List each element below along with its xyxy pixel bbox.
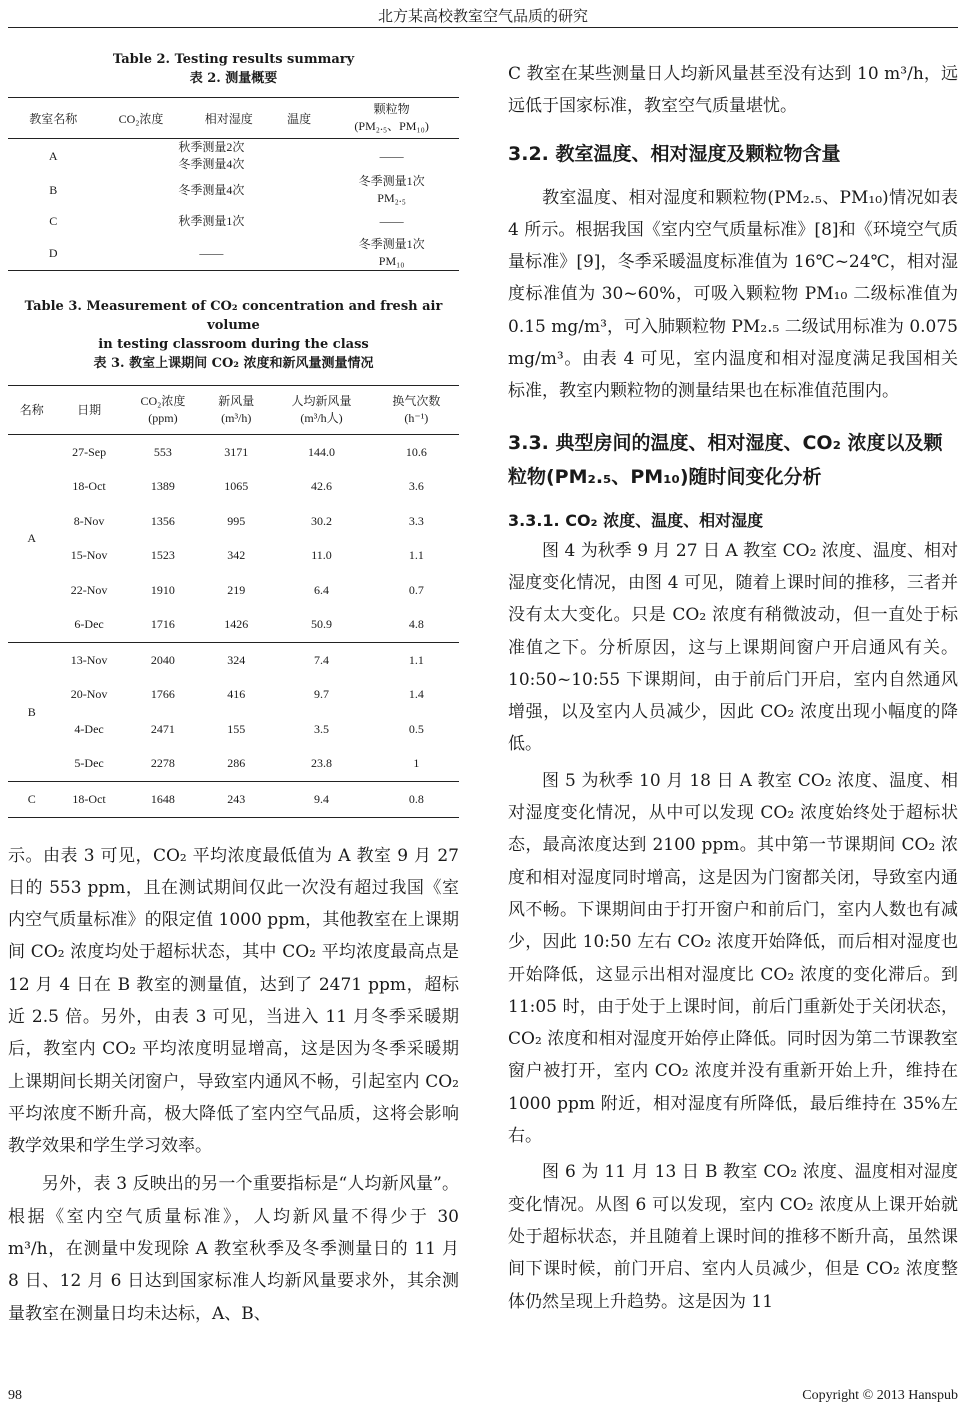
table3-header-line: (m³/h) xyxy=(221,411,252,425)
table3-row xyxy=(8,643,459,678)
table2-cell-particulate: 冬季测量1次 PM₂.₅ xyxy=(358,174,425,205)
table3-caption-en-2: in testing classroom during the class xyxy=(98,337,369,352)
table3-cell: 42.6 xyxy=(311,479,333,494)
table2-header-cell: 温度 xyxy=(274,98,324,139)
table2-cell-name: B xyxy=(49,182,58,197)
table3-cell: 23.8 xyxy=(311,756,333,771)
table3-cell: 1.1 xyxy=(408,548,424,563)
table3-cell: 1.1 xyxy=(374,643,459,678)
table3-header-line: 新风量 xyxy=(218,394,255,408)
table3-header-cell xyxy=(8,386,55,435)
table2-cell-name: D xyxy=(48,245,58,260)
table3-cell: 1523 xyxy=(150,548,175,563)
body-paragraph: 图 6 为 11 月 13 日 B 教室 CO₂ 浓度、温度相对湿度变化情况。从图 6 可以发现，室内 CO₂ 浓度从上课开始就处于超标状态，并且随着上课时间的推移不断升高，虽然课间下课时候，前门开启、室内人员减少，但是 CO₂ 浓度整体仍然呈现上升趋势。这是因为 11 xyxy=(508,1162,958,1312)
subsection-heading-3-3-1: 3.3.1. CO₂ 浓度、温度、相对湿度 xyxy=(508,510,764,530)
table3-cell: 9.7 xyxy=(314,687,330,702)
table3-header-line: (m³/h人) xyxy=(300,411,343,425)
table3-cell: 4.8 xyxy=(408,617,424,632)
table3-header-cell xyxy=(203,386,269,435)
table2-cell-measure: —— xyxy=(199,245,224,260)
table3-cell: 144.0 xyxy=(308,444,336,459)
table3-cell: 3.5 xyxy=(314,721,330,736)
table3-header-line: (h⁻¹) xyxy=(404,411,429,425)
table3-caption-zh: 表 3. 教室上课期间 CO₂ 浓度和新风量测量情况 xyxy=(93,356,374,371)
table3-cell: 7.4 xyxy=(269,643,373,678)
table3-cell: 553 xyxy=(153,444,172,459)
table3-cell: 1389 xyxy=(150,479,175,494)
table2-header-particulate: 颗粒物 xyxy=(373,102,410,116)
table3-cell: 3.6 xyxy=(408,479,424,494)
table3-cell: 219 xyxy=(227,582,246,597)
table3-cell: 6.4 xyxy=(314,582,330,597)
table3-header-line: 换气次数 xyxy=(392,394,441,408)
table3-cell: 2471 xyxy=(150,721,175,736)
table2-caption-en: Table 2. Testing results summary xyxy=(112,52,355,67)
table3-header-line: 日期 xyxy=(77,402,102,417)
table3-cell: 6-Dec xyxy=(74,617,104,632)
table3-cell: 0.7 xyxy=(408,582,424,597)
section-heading-3-3: 3.3. 典型房间的温度、相对湿度、CO₂ 浓度以及颗粒物(PM₂.₅、PM₁₀)随时间变化分析 xyxy=(508,431,943,488)
table3-row xyxy=(8,678,459,713)
table3-cell-group: A xyxy=(27,531,37,545)
table3-cell: 11.0 xyxy=(311,548,332,563)
table2-cell-particulate: 冬季测量1次 PM₁₀ xyxy=(358,237,425,268)
table3-row xyxy=(8,435,459,470)
table3-cell: 286 xyxy=(227,756,246,771)
table3-header-line: 人均新风量 xyxy=(291,394,352,408)
table3-row xyxy=(8,608,459,643)
table3-row xyxy=(8,782,459,818)
page-number: 98 xyxy=(8,1388,22,1403)
table2-cell-particulate: —— xyxy=(379,214,404,228)
left-column xyxy=(8,50,459,1330)
table3-cell: 20-Nov xyxy=(70,687,108,702)
table2 xyxy=(8,97,459,271)
table2-caption-zh: 表 2. 测量概要 xyxy=(189,71,278,86)
table3-cell-group: C xyxy=(8,782,55,818)
table3 xyxy=(8,385,459,818)
table3-cell: 0.8 xyxy=(374,782,459,818)
table3-cell: 22-Nov xyxy=(70,582,108,597)
table3-caption-en: Table 3. Measurement of CO₂ concentration and fresh air volume xyxy=(24,299,443,333)
table3-cell: 1648 xyxy=(123,782,203,818)
body-paragraph: 图 5 为秋季 10 月 18 日 A 教室 CO₂ 浓度、温度、相对湿度变化情况，从中可以发现 CO₂ 浓度始终处于超标状态，最高浓度达到 2100 ppm。其中第一节课期间 CO₂ 浓度和相对湿度同时增高，这是因为门窗都关闭，导致室内通风不畅。下课期间由于打开窗户和前后门，室内人数也有减少，因此 10:50 左右 CO₂ 浓度开始降低，而后相对湿度也开始降低，这显示出相对湿度比 CO₂ 浓度的变化滞后。到 11:05 时，由于处于上课时间，前后门重新处于关闭状态，CO₂ 浓度和相对湿度开始停止降低。同时因为第二节课教室窗户被打开，室内 CO₂ 浓度并没有重新开始上升，维持在 1000 ppm 附近，相对湿度有所降低，最后维持在 35%左右。 xyxy=(508,770,958,1147)
section-heading-3-2: 3.2. 教室温度、相对湿度及颗粒物含量 xyxy=(508,142,841,165)
table3-cell: 18-Oct xyxy=(55,782,122,818)
table2-row xyxy=(8,236,459,271)
table2-cell-name: C xyxy=(49,214,58,228)
body-paragraph: 教室温度、相对湿度和颗粒物(PM₂.₅、PM₁₀)情况如表 4 所示。根据我国《室内空气质量标准》[8]和《环境空气质量标准》[9]，冬季采暖温度标准值为 16℃~24℃，相对湿度标准值为 30~60%，可吸入颗粒物 PM₁₀ 二级标准值为 0.15 mg/m³，可入肺颗粒物 PM₂.₅ 二级试用标准为 0.075 mg/m³。由表 4 可见，室内温度和相对湿度满足我国相关标准，教室内颗粒物的测量结果也在标准值范围内。 xyxy=(508,187,958,402)
table3-header-cell xyxy=(374,386,459,435)
table3-row xyxy=(8,539,459,574)
body-paragraph: 另外，表 3 反映出的另一个重要指标是“人均新风量”。根据《室内空气质量标准》，人均新风量不得少于 30 m³/h，在测量中发现除 A 教室秋季及冬季测量日的 11 月 8 日、12 月 6 日达到国家标准人均新风量要求外，其余测量教室在测量日均未达标，A、B、 xyxy=(8,1174,459,1324)
table3-cell: 324 xyxy=(203,643,269,678)
table3-cell: 342 xyxy=(227,548,246,563)
table3-cell: 3.3 xyxy=(408,513,424,528)
body-paragraph: 示。由表 3 可见，CO₂ 平均浓度最低值为 A 教室 9 月 27 日的 553 ppm，且在测试期间仅此一次没有超过我国《室内空气质量标准》的限定值 1000 ppm，其他教室在上课期间 CO₂ 浓度均处于超标状态，其中 CO₂ 平均浓度最高点是 12 月 4 日在 B 教室的测量值，达到了 2471 ppm，超标近 2.5 倍。另外，由表 3 可见，当进入 11 月冬季采暖期后，教室内 CO₂ 平均浓度明显增高，这是因为冬季采暖期上课期间长期关闭窗户，导致室内通风不畅，引起室内 CO₂ 平均浓度不断升高，极大降低了室内空气品质，这将会影响教学效果和学生学习效率。 xyxy=(8,845,459,1157)
body-paragraph: 图 4 为秋季 9 月 27 日 A 教室 CO₂ 浓度、温度、相对湿度变化情况，由图 4 可见，随着上课时间的推移，三者并没有太大变化。只是 CO₂ 浓度有稍微波动，但一直处于标准值之下。分析原因，这与上课期间窗户开启通风有关。10:50~10:55 下课期间，由于前后门开启，室内自然通风增强，以及室内人员减少，因此 CO₂ 浓度出现小幅度的降低。 xyxy=(508,540,958,755)
table3-header-line: CO₂浓度 xyxy=(140,394,186,408)
table2-row xyxy=(8,139,459,174)
table3-cell: 15-Nov xyxy=(70,548,108,563)
table2-header-cell xyxy=(324,98,459,139)
table3-cell: 1356 xyxy=(150,513,175,528)
table3-cell: 1 xyxy=(413,756,420,771)
table3-row xyxy=(8,470,459,505)
table2-header-particulate-sub: (PM₂.₅、PM₁₀) xyxy=(354,119,429,133)
table2-cell-particulate: —— xyxy=(379,148,404,163)
table2-cell-measure: 秋季测量2次 冬季测量4次 xyxy=(178,140,245,171)
table3-cell: 18-Oct xyxy=(72,479,106,494)
table2-header-cell: CO₂浓度 xyxy=(98,98,183,139)
table2-cell-measure: 秋季测量1次 xyxy=(178,214,245,228)
table3-cell: 8-Nov xyxy=(73,513,105,528)
table2-cell-measure: 冬季测量4次 xyxy=(178,182,245,197)
table3-cell: 2040 xyxy=(123,643,203,678)
table3-cell: 5-Dec xyxy=(74,756,104,771)
header-rule xyxy=(8,27,958,28)
table2-header-cell: 相对湿度 xyxy=(184,98,274,139)
table3-cell: 243 xyxy=(203,782,269,818)
table3-header-cell xyxy=(269,386,373,435)
table3-cell: 1426 xyxy=(224,617,249,632)
table3-row xyxy=(8,747,459,782)
table2-row xyxy=(8,173,459,207)
table3-row xyxy=(8,573,459,608)
table3-cell: 4-Dec xyxy=(74,721,104,736)
table3-cell: 995 xyxy=(227,513,246,528)
table3-cell: 1766 xyxy=(150,687,175,702)
table3-cell: 30.2 xyxy=(311,513,333,528)
table3-cell: 1065 xyxy=(224,479,249,494)
table2-cell-name: A xyxy=(48,148,58,163)
table3-cell-group: B xyxy=(8,643,55,782)
body-paragraph: C 教室在某些测量日人均新风量甚至没有达到 10 m³/h，远远低于国家标准，教室空气质量堪忧。 xyxy=(508,64,958,117)
table3-cell: 50.9 xyxy=(311,617,333,632)
table3-cell: 416 xyxy=(227,687,246,702)
table3-header-line: 名称 xyxy=(19,402,44,417)
table3-cell: 10.6 xyxy=(405,444,427,459)
table3-row xyxy=(8,504,459,539)
table3-cell: 13-Nov xyxy=(55,643,122,678)
table3-header-line: (ppm) xyxy=(148,411,178,425)
table3-cell: 3171 xyxy=(224,444,249,459)
table3-header-cell xyxy=(123,386,203,435)
table3-cell: 1.4 xyxy=(408,687,424,702)
table3-cell: 0.5 xyxy=(408,721,424,736)
table3-row xyxy=(8,712,459,747)
table3-cell: 27-Sep xyxy=(72,444,107,459)
right-column xyxy=(508,58,958,1318)
table2-row xyxy=(8,207,459,236)
copyright: Copyright © 2013 Hanspub xyxy=(802,1388,958,1403)
table3-cell: 9.4 xyxy=(269,782,373,818)
table3-cell: 155 xyxy=(227,721,246,736)
table3-header-cell xyxy=(55,386,122,435)
running-header: 北方某高校教室空气品质的研究 xyxy=(377,7,588,25)
table3-cell: 2278 xyxy=(150,756,175,771)
table3-cell: 1716 xyxy=(150,617,175,632)
table3-cell: 1910 xyxy=(150,582,175,597)
table2-header-cell: 教室名称 xyxy=(8,98,98,139)
